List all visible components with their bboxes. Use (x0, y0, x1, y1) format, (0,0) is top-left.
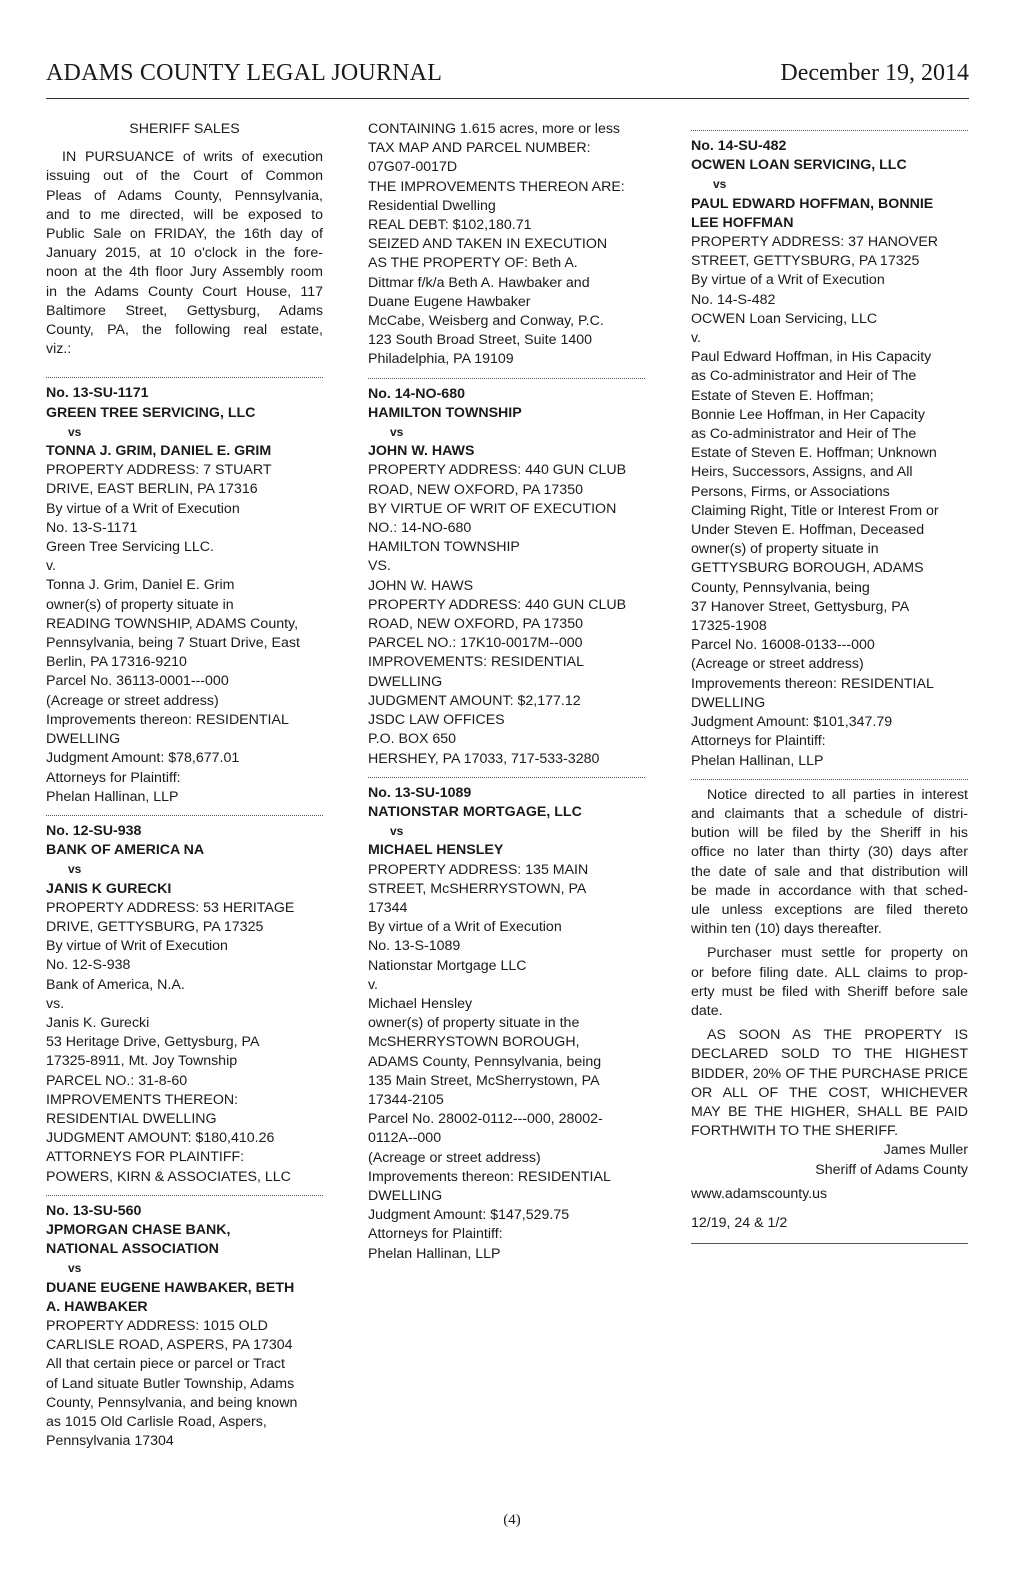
case-line: RESIDENTIAL DWELLING (46, 1110, 217, 1127)
intro-line: and to me directed, will be exposed to (46, 206, 323, 223)
plaintiff: JPMORGAN CHASE BANK, (46, 1221, 231, 1238)
case-line: PROPERTY ADDRESS: 53 HERITAGE (46, 899, 295, 916)
case-number: No. 14-SU-482 (691, 138, 787, 154)
case-line: 53 Heritage Drive, Gettysburg, PA (46, 1034, 260, 1051)
intro-line: in the Adams County Court House, 117 (46, 283, 323, 300)
case-line: as Co-administrator and Heir of The (691, 368, 917, 385)
notice-line: the date of sale and that distribution will (691, 863, 968, 880)
case-line: Judgment Amount: $101,347.79 (691, 714, 893, 731)
case-line: Heirs, Successors, Assigns, and All (691, 464, 913, 481)
case-line: GETTYSBURG BOROUGH, ADAMS (691, 560, 924, 577)
intro-line: viz.: (46, 341, 72, 358)
case-12-su-938 (46, 822, 323, 1187)
publication-dates: 12/19, 24 & 1/2 (691, 1214, 788, 1231)
notice-line: BIDDER, 20% OF THE PURCHASE PRICE (691, 1065, 968, 1082)
case-line: ROAD, NEW OXFORD, PA 17350 (368, 616, 583, 633)
case-line: By virtue of Writ of Execution (46, 938, 228, 955)
distribution-notice (691, 786, 968, 940)
page-number: (4) (503, 1512, 521, 1528)
divider (691, 779, 968, 780)
defendant: A. HAWBAKER (46, 1298, 148, 1315)
case-line: PROPERTY ADDRESS: 440 GUN CLUB (368, 462, 627, 479)
case-line: No. 13-S-1089 (368, 938, 461, 955)
plaintiff: NATIONSTAR MORTGAGE, LLC (368, 803, 582, 820)
defendant: DUANE EUGENE HAWBAKER, BETH (46, 1279, 295, 1296)
notice-line: or before filing date. ALL claims to prop- (691, 964, 968, 981)
case-line: SEIZED AND TAKEN IN EXECUTION (368, 236, 608, 253)
case-line: Improvements thereon: RESIDENTIAL (46, 711, 289, 728)
case-line: DRIVE, GETTYSBURG, PA 17325 (46, 918, 264, 935)
case-line: JOHN W. HAWS (368, 577, 474, 594)
intro-line: noon at the 4th floor Jury Assembly room (46, 264, 323, 281)
case-line: Estate of Steven E. Hoffman; (691, 387, 874, 404)
case-14-no-680 (368, 385, 645, 769)
case-line: Parcel No. 16008-0133---000 (691, 637, 875, 654)
notice-line: office no later than thirty (30) days after (691, 844, 968, 861)
case-line: CARLISLE ROAD, ASPERS, PA 17304 (46, 1337, 293, 1354)
case-line: 07G07-0017D (368, 159, 458, 176)
plaintiff: NATIONAL ASSOCIATION (46, 1241, 219, 1258)
versus-label: vs (390, 824, 404, 839)
end-rule (691, 1243, 968, 1244)
case-line: By virtue of a Writ of Execution (368, 919, 562, 936)
notice-line: erty must be filed with Sheriff before sale (691, 983, 968, 1000)
case-line: Judgment Amount: $147,529.75 (368, 1207, 570, 1224)
case-line: DWELLING (368, 1187, 443, 1204)
signer-name: James Muller (883, 1142, 968, 1159)
case-line: Paul Edward Hoffman, in His Capacity (691, 349, 932, 366)
plaintiff: OCWEN LOAN SERVICING, LLC (691, 157, 907, 174)
case-line: Estate of Steven E. Hoffman; Unknown (691, 445, 937, 462)
case-line: 17325-8911, Mt. Joy Township (46, 1053, 238, 1070)
case-14-su-482 (691, 137, 968, 771)
case-line: CONTAINING 1.615 acres, more or less (368, 121, 621, 137)
case-line: 17344-2105 (368, 1091, 444, 1108)
journal-title: ADAMS COUNTY LEGAL JOURNAL (46, 60, 443, 86)
case-line: OCWEN Loan Servicing, LLC (691, 310, 878, 327)
case-line: County, Pennsylvania, and being known (46, 1394, 298, 1411)
plaintiff: HAMILTON TOWNSHIP (368, 404, 522, 421)
plaintiff: GREEN TREE SERVICING, LLC (46, 404, 256, 421)
case-line: owner(s) of property situate in (46, 596, 234, 613)
notice-line: OR ALL OF THE COST, WHICHEVER (691, 1084, 968, 1101)
notice-line: be made in accordance with that sched- (691, 882, 968, 899)
case-line: Improvements thereon: RESIDENTIAL (691, 675, 934, 692)
case-line: Phelan Hallinan, LLP (368, 1245, 501, 1262)
intro-line: Public Sale on FRIDAY, the 16th day of (46, 226, 323, 243)
case-line: PROPERTY ADDRESS: 37 HANOVER (691, 234, 939, 251)
case-line: THE IMPROVEMENTS THEREON ARE: (368, 178, 625, 195)
case-line: HERSHEY, PA 17033, 717-533-3280 (368, 750, 600, 767)
column-3 (691, 120, 968, 1244)
versus-label: vs (390, 425, 404, 440)
case-line: Berlin, PA 17316-9210 (46, 654, 187, 671)
case-line: Dittmar f/k/a Beth A. Hawbaker and (368, 274, 590, 291)
plaintiff: BANK OF AMERICA NA (46, 842, 205, 859)
case-line: Bank of America, N.A. (46, 976, 185, 993)
case-line: JSDC LAW OFFICES (368, 712, 505, 729)
case-line: VS. (368, 558, 391, 575)
case-line: Pennsylvania 17304 (46, 1433, 174, 1450)
intro-line: January 2015, at 10 o'clock in the fore- (46, 245, 323, 262)
case-line: Attorneys for Plaintiff: (368, 1226, 503, 1243)
case-line: owner(s) of property situate in the (368, 1015, 580, 1032)
case-line: Attorneys for Plaintiff: (691, 733, 826, 750)
versus-label: vs (68, 424, 82, 439)
notice-line: DECLARED SOLD TO THE HIGHEST (691, 1046, 968, 1063)
case-line: PROPERTY ADDRESS: 7 STUART (46, 462, 272, 479)
case-line: Bonnie Lee Hoffman, in Her Capacity (691, 406, 925, 423)
case-line: AS THE PROPERTY OF: Beth A. (368, 255, 578, 272)
case-line: 17325-1908 (691, 618, 767, 635)
case-line: JUDGMENT AMOUNT: $180,410.26 (46, 1130, 275, 1147)
case-line: No. 12-S-938 (46, 957, 131, 974)
notice-line: Notice directed to all parties in interest (707, 786, 968, 803)
case-13-su-560-continued (368, 120, 645, 370)
signer-title: Sheriff of Adams County (815, 1161, 968, 1178)
notice-line: MAY BE THE HIGHER, SHALL BE PAID (691, 1103, 968, 1120)
case-number: No. 13-SU-1171 (46, 385, 149, 402)
notice-line: ule unless exceptions are filed thereto (691, 901, 968, 918)
notice-line: Purchaser must settle for property on (707, 945, 968, 962)
divider (46, 377, 323, 378)
intro-paragraph (46, 148, 323, 359)
case-line: Improvements thereon: RESIDENTIAL (368, 1168, 611, 1185)
purchaser-notice (691, 944, 968, 1021)
case-line: v. (46, 558, 56, 575)
notice-line: and claimants that a schedule of distri- (691, 805, 968, 822)
case-line: No. 13-S-1171 (46, 519, 138, 536)
notice-line: AS SOON AS THE PROPERTY IS (707, 1027, 968, 1044)
case-line: Duane Eugene Hawbaker (368, 293, 531, 310)
notice-line: bution will be filed by the Sheriff in his (691, 825, 968, 842)
case-13-su-1089 (368, 784, 645, 1264)
case-line: BY VIRTUE OF WRIT OF EXECUTION (368, 500, 617, 517)
case-13-su-1171 (46, 384, 323, 806)
case-number: No. 14-NO-680 (368, 385, 465, 402)
case-line: P.O. BOX 650 (368, 731, 457, 748)
divider (368, 378, 645, 379)
case-line: By virtue of a Writ of Execution (46, 500, 240, 517)
case-line: as Co-administrator and Heir of The (691, 426, 917, 443)
case-line: DWELLING (368, 673, 443, 690)
case-line: By virtue of a Writ of Execution (691, 272, 885, 289)
case-line: HAMILTON TOWNSHIP (368, 539, 520, 556)
case-line: owner(s) of property situate in (691, 541, 879, 558)
case-line: IMPROVEMENTS: RESIDENTIAL (368, 654, 584, 671)
case-line: v. (368, 976, 378, 993)
case-line: Philadelphia, PA 19109 (368, 351, 514, 368)
case-line: Green Tree Servicing LLC. (46, 539, 214, 556)
case-line: All that certain piece or parcel or Tract (46, 1356, 285, 1373)
defendant: MICHAEL HENSLEY (368, 842, 504, 859)
case-line: Phelan Hallinan, LLP (46, 788, 179, 805)
notice-line: FORTHWITH TO THE SHERIFF. (691, 1123, 899, 1140)
case-line: NO.: 14-NO-680 (368, 520, 472, 537)
intro-line: Baltimore Street, Gettysburg, Adams (46, 302, 323, 319)
case-line: County, Pennsylvania, being (691, 579, 870, 596)
defendant: LEE HOFFMAN (691, 214, 794, 231)
case-line: Residential Dwelling (368, 197, 496, 214)
defendant: TONNA J. GRIM, DANIEL E. GRIM (46, 443, 272, 460)
divider (691, 130, 968, 131)
column-2 (368, 120, 645, 1264)
case-line: PARCEL NO.: 17K10-0017M--000 (368, 635, 583, 652)
case-line: (Acreage or street address) (691, 656, 864, 673)
case-line: DRIVE, EAST BERLIN, PA 17316 (46, 481, 258, 498)
case-line: 17344 (368, 899, 408, 916)
case-line: Michael Hensley (368, 995, 473, 1012)
payment-notice (691, 1026, 968, 1141)
case-line: STREET, McSHERRYSTOWN, PA (368, 880, 587, 897)
case-line: Parcel No. 36113-0001---000 (46, 673, 229, 690)
defendant: JANIS K GURECKI (46, 880, 172, 897)
case-line: Nationstar Mortgage LLC (368, 957, 527, 974)
case-line: STREET, GETTYSBURG, PA 17325 (691, 253, 920, 270)
case-line: Judgment Amount: $78,677.01 (46, 750, 240, 767)
versus-label: vs (68, 1261, 82, 1276)
column-1 (46, 120, 323, 1451)
case-line: POWERS, KIRN & ASSOCIATES, LLC (46, 1168, 291, 1185)
case-line: Attorneys for Plaintiff: (46, 769, 181, 786)
divider (46, 1195, 323, 1196)
defendant: JOHN W. HAWS (368, 443, 475, 460)
versus-label: vs (68, 862, 82, 877)
intro-line: Pleas of Adams County, Pennsylvania, (46, 187, 323, 204)
case-line: No. 14-S-482 (691, 291, 776, 308)
case-number: No. 12-SU-938 (46, 822, 142, 839)
journal-header (46, 58, 969, 99)
intro-line: County, PA, the following real estate, (46, 322, 323, 339)
case-line: Pennsylvania, being 7 Stuart Drive, East (46, 635, 300, 652)
case-line: 37 Hanover Street, Gettysburg, PA (691, 598, 910, 615)
versus-label: vs (713, 177, 727, 192)
case-line: JUDGMENT AMOUNT: $2,177.12 (368, 692, 581, 709)
case-line: (Acreage or street address) (46, 692, 219, 709)
defendant: PAUL EDWARD HOFFMAN, BONNIE (691, 195, 934, 212)
intro-line: IN PURSUANCE of writs of execution (62, 149, 323, 166)
website-link[interactable]: www.adamscounty.us (691, 1185, 828, 1202)
case-line: REAL DEBT: $102,180.71 (368, 217, 532, 234)
case-line: ATTORNEYS FOR PLAINTIFF: (46, 1149, 245, 1166)
case-number: No. 13-SU-1089 (368, 784, 472, 801)
case-line: TAX MAP AND PARCEL NUMBER: (368, 140, 591, 157)
case-line: Persons, Firms, or Associations (691, 483, 890, 500)
notice-line: within ten (10) days thereafter. (691, 921, 882, 938)
case-line: vs. (46, 995, 65, 1012)
case-line: PROPERTY ADDRESS: 440 GUN CLUB (368, 596, 627, 613)
divider (46, 815, 323, 816)
case-line: 0112A--000 (368, 1130, 442, 1147)
case-line: Phelan Hallinan, LLP (691, 752, 824, 769)
case-line: of Land situate Butler Township, Adams (46, 1375, 295, 1392)
case-number: No. 13-SU-560 (46, 1202, 142, 1219)
intro-line: issuing out of the Court of Common (46, 168, 323, 185)
case-line: 135 Main Street, McSherrystown, PA (368, 1072, 600, 1089)
case-line: Parcel No. 28002-0112---000, 28002- (368, 1111, 603, 1128)
case-line: Claiming Right, Title or Interest From or (691, 502, 939, 519)
case-line: Janis K. Gurecki (46, 1014, 150, 1031)
issue-date: December 19, 2014 (780, 60, 969, 86)
case-line: DWELLING (691, 694, 766, 711)
case-line: McCabe, Weisberg and Conway, P.C. (368, 313, 604, 330)
case-line: McSHERRYSTOWN BOROUGH, (368, 1034, 580, 1051)
case-line: DWELLING (46, 731, 121, 748)
case-line: PROPERTY ADDRESS: 1015 OLD (46, 1317, 268, 1334)
case-13-su-560 (46, 1202, 323, 1452)
case-line: ROAD, NEW OXFORD, PA 17350 (368, 481, 583, 498)
notice-line: date. (691, 1002, 723, 1019)
case-line: Under Steven E. Hoffman, Deceased (691, 522, 925, 539)
case-line: IMPROVEMENTS THEREON: (46, 1091, 239, 1108)
case-line: as 1015 Old Carlisle Road, Aspers, (46, 1414, 267, 1430)
case-line: v. (691, 330, 701, 347)
case-line: 123 South Broad Street, Suite 1400 (368, 332, 593, 349)
divider (368, 777, 645, 778)
case-line: PARCEL NO.: 31-8-60 (46, 1072, 188, 1089)
case-line: READING TOWNSHIP, ADAMS County, (46, 615, 299, 632)
section-heading: SHERIFF SALES (129, 121, 240, 137)
case-line: (Acreage or street address) (368, 1149, 541, 1166)
case-line: Tonna J. Grim, Daniel E. Grim (46, 577, 235, 594)
case-line: PROPERTY ADDRESS: 135 MAIN (368, 861, 589, 878)
case-line: ADAMS County, Pennsylvania, being (368, 1053, 602, 1070)
